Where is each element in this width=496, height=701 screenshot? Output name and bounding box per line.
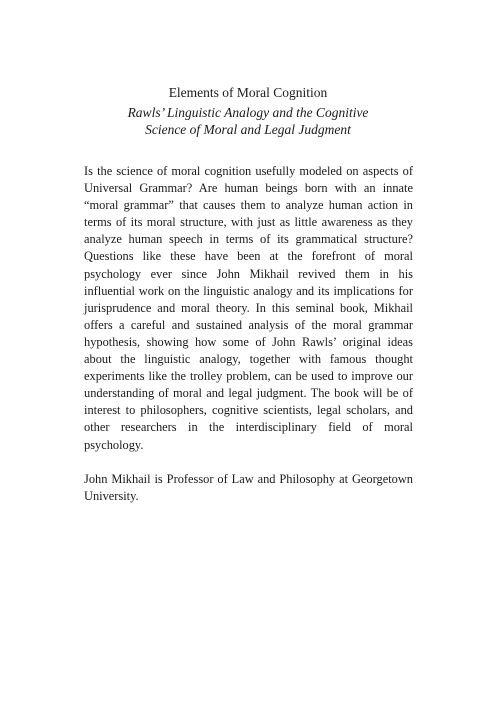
book-title: Elements of Moral Cognition: [168, 85, 328, 100]
blurb-paragraph-description: Is the science of moral cognition usefully modeled on aspects of Universal Grammar? Are human beings born with an innate “moral grammar” that causes them to analyze human action in terms of its moral structure, with just as little awareness as they analyze human speech in terms of its grammatical structure? Questions like these have been at the forefront of moral psychology ever since John Mikhail revived them in his influential work on the linguistic analogy and its implications for jurisprudence and moral theory. In this seminal book, Mikhail offers a careful and sustained analysis of the moral grammar hypothesis, showing how some of John Rawls’ original ideas about the linguistic analogy, together with famous thought experiments like the trolley problem, can be used to improve our understanding of moral and legal judgment. The book will be of interest to philosophers, cognitive scientists, legal scholars, and other researchers in the interdisciplinary field of moral psychology.: [84, 164, 413, 452]
book-blurb: [84, 163, 413, 505]
book-subtitle-line-1: Rawls’ Linguistic Analogy and the Cognitive: [127, 105, 369, 120]
book-subtitle: [0, 104, 496, 138]
blurb-paragraph-author-bio: John Mikhail is Professor of Law and Philosophy at Georgetown University.: [84, 471, 413, 503]
book-subtitle-line-2: Science of Moral and Legal Judgment: [145, 122, 351, 137]
